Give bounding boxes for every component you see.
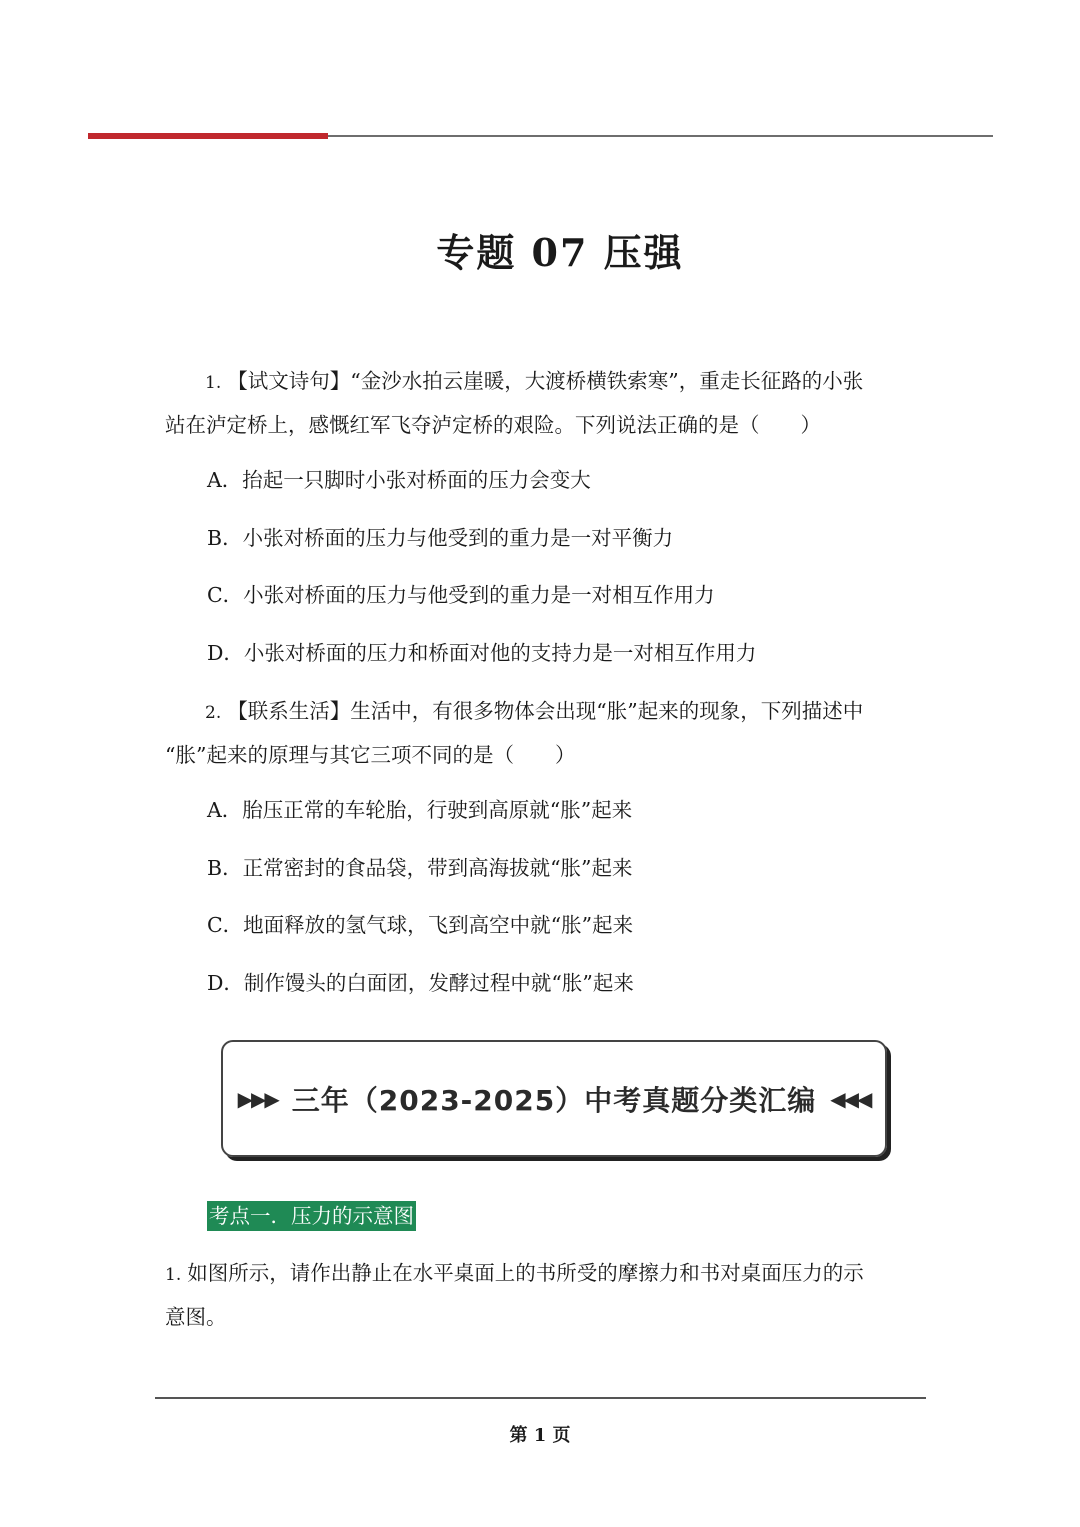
q3-line2: 意图。 — [165, 1305, 227, 1329]
q1-number: 1. — [205, 373, 222, 393]
q1-option-b: B．小张对桥面的压力与他受到的重力是一对平衡力 — [207, 526, 674, 550]
triple-left-arrows-icon: ◀◀◀ — [830, 1086, 871, 1111]
q2-option-d: D．制作馒头的白面团，发酵过程中就“胀”起来 — [207, 971, 634, 995]
page-number: 第 1 页 — [509, 1425, 571, 1446]
q1-stem — [165, 360, 925, 446]
section-banner — [221, 1040, 887, 1157]
q2-stem — [165, 690, 925, 776]
q2-line2: “胀”起来的原理与其它三项不同的是（ ） — [165, 743, 576, 767]
q2-option-a: A．胎压正常的车轮胎，行驶到高原就“胀”起来 — [207, 798, 633, 822]
q1-line1: 【试文诗句】“金沙水拍云崖暖，大渡桥横铁索寒”，重走长征路的小张 — [227, 369, 864, 393]
q1-option-d: D．小张对桥面的压力和桥面对他的支持力是一对相互作用力 — [207, 641, 757, 665]
q1-option-a: A．抬起一只脚时小张对桥面的压力会变大 — [207, 468, 591, 492]
header-rule — [88, 133, 993, 139]
kaodian-tag: 考点一．压力的示意图 — [207, 1201, 416, 1231]
page-title: 专题 07 压强 — [436, 230, 684, 275]
header-rule-red-accent — [88, 133, 328, 139]
q3-stem — [165, 1252, 925, 1338]
q1-line2: 站在泸定桥上，感慨红军飞夺泸定桥的艰险。下列说法正确的是（ ） — [165, 413, 821, 437]
banner-title: 三年（2023-2025）中考真题分类汇编 — [291, 1083, 817, 1117]
q1-option-c: C．小张对桥面的压力与他受到的重力是一对相互作用力 — [207, 583, 715, 607]
q2-option-c: C．地面释放的氢气球，飞到高空中就“胀”起来 — [207, 913, 634, 937]
q3-line1: 如图所示，请作出静止在水平桌面上的书所受的摩擦力和书对桌面压力的示 — [187, 1261, 864, 1285]
triple-right-arrows-icon: ▶▶▶ — [237, 1086, 278, 1111]
footer-rule — [155, 1397, 926, 1399]
q3-number: 1. — [165, 1265, 182, 1285]
q2-number: 2. — [205, 703, 222, 723]
q2-line1: 【联系生活】生活中，有很多物体会出现“胀”起来的现象，下列描述中 — [227, 699, 864, 723]
q2-option-b: B．正常密封的食品袋，带到高海拔就“胀”起来 — [207, 856, 633, 880]
